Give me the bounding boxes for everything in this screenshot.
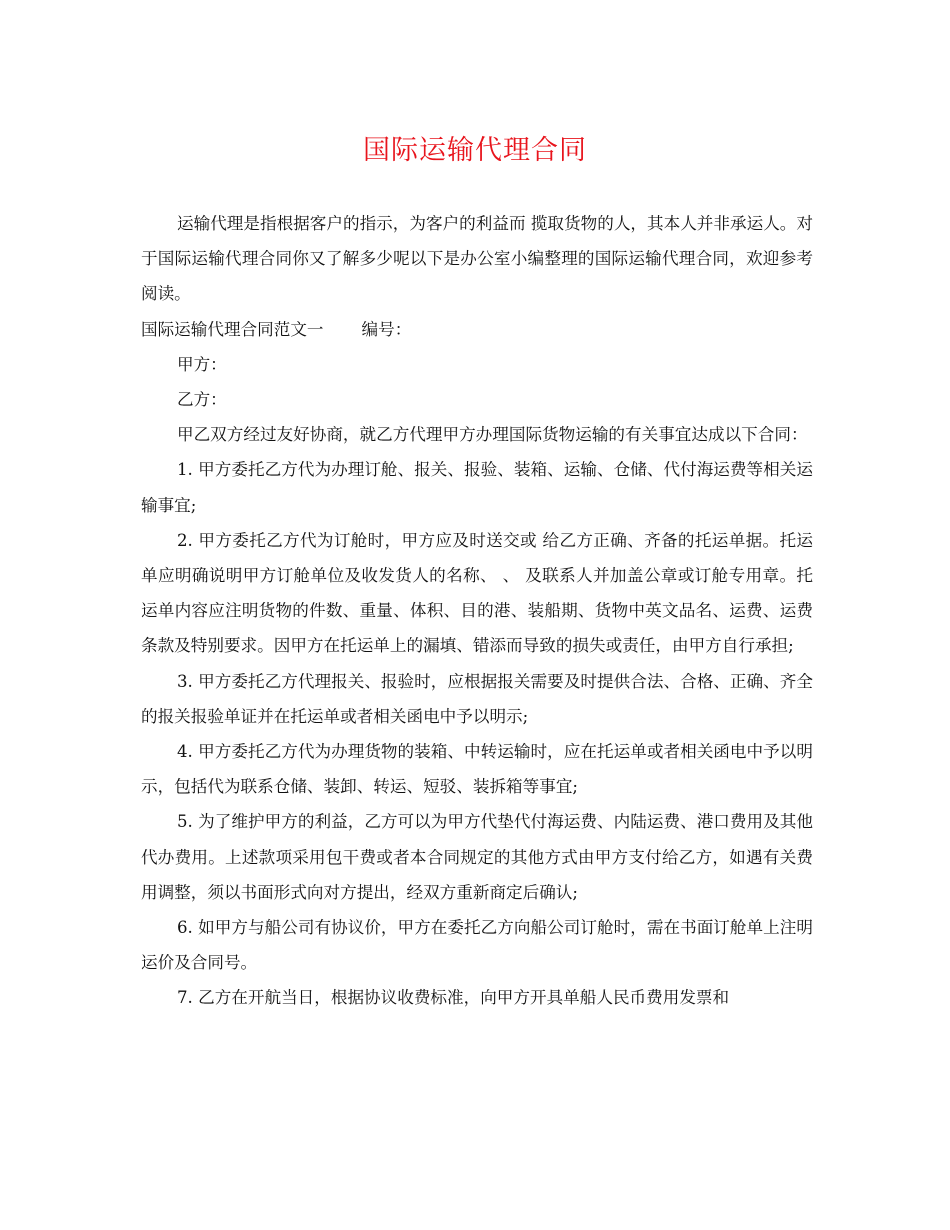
document-body (141, 206, 813, 1016)
sample-heading-line (141, 312, 813, 347)
clause-1: 1. 甲方委托乙方代为办理订舱、报关、报验、装箱、运输、仓储、代付海运费等相关运输事宜; (141, 460, 813, 515)
clause-5: 5. 为了维护甲方的利益，乙方可以为甲方代垫代付海运费、内陆运费、港口费用及其他代办费用。上述款项采用包干费或者本合同规定的其他方式由甲方支付给乙方，如遇有关费用调整，须以书面形式向对方提出，经双方重新商定后确认; (141, 812, 813, 902)
clause-6: 6. 如甲方与船公司有协议价，甲方在委托乙方向船公司订舱时，需在书面订舱单上注明运价及合同号。 (141, 918, 813, 973)
clause-3: 3. 甲方委托乙方代理报关、报验时，应根据报关需要及时提供合法、合格、正确、齐全的报关报验单证并在托运单或者相关函电中予以明示; (141, 671, 813, 726)
clause-7: 7. 乙方在开航当日，根据协议收费标准，向甲方开具单船人民币费用发票和 (177, 988, 730, 1008)
sample-heading: 国际运输代理合同范文一 (141, 319, 324, 339)
clause-2: 2. 甲方委托乙方代为订舱时，甲方应及时送交或 给乙方正确、齐备的托运单据。托运单应明确说明甲方订舱单位及收发货人的名称、 、 及联系人并加盖公章或订舱专用章。托运单内容应注明货物的件数、重量、体积、目的港、装船期、货物中英文品名、运费、运费条款及特别要求。因甲方在托运单上的漏填、错添而导致的损失或责任，由甲方自行承担; (141, 530, 813, 656)
contract-number-label: 编号： (361, 319, 412, 339)
party-b-label: 乙方： (177, 390, 227, 410)
page-title: 国际运输代理合同 (363, 135, 587, 166)
party-a-label: 甲方： (177, 354, 227, 374)
clause-4: 4. 甲方委托乙方代为办理货物的装箱、中转运输时，应在托运单或者相关函电中予以明示，包括代为联系仓储、装卸、转运、短驳、装拆箱等事宜; (141, 742, 813, 797)
preamble-paragraph: 甲乙双方经过友好协商，就乙方代理甲方办理国际货物运输的有关事宜达成以下合同： (177, 425, 808, 445)
intro-paragraph: 运输代理是指根据客户的指示，为客户的利益而 揽取货物的人，其本人并非承运人。对于国际运输代理合同你又了解多少呢以下是办公室小编整理的国际运输代理合同，欢迎参考阅读。 (141, 214, 813, 304)
